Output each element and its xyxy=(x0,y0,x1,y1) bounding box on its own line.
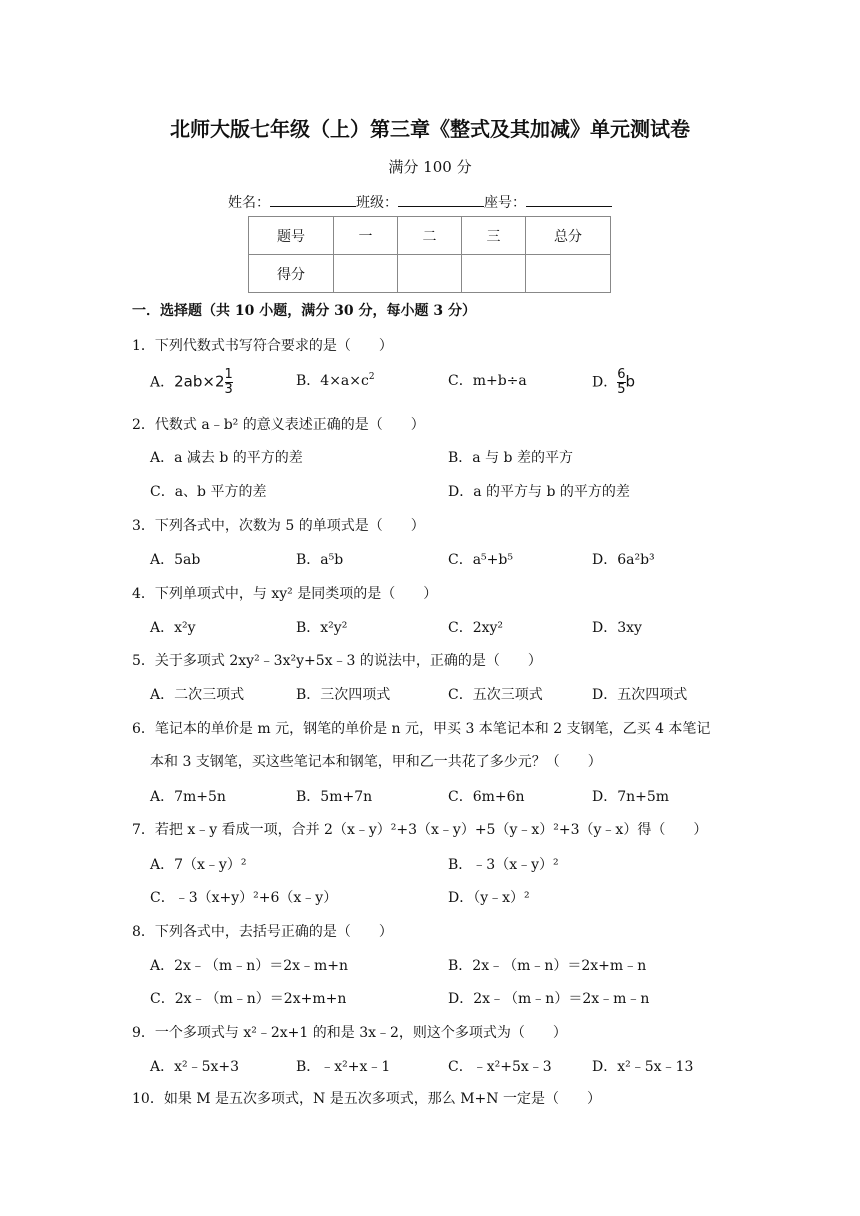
score-cell[interactable] xyxy=(526,255,611,293)
score-table xyxy=(248,216,611,293)
question-7-option-d: D．（y﹣x）² xyxy=(448,890,530,906)
fraction: $\frac{1}{3}$ xyxy=(224,367,233,397)
score-header-cell: 三 xyxy=(462,217,526,255)
question-4-option-b: B．x²y² xyxy=(296,620,348,636)
question-2-option-d: D．a 的平方与 b 的平方的差 xyxy=(448,484,630,500)
class-blank[interactable] xyxy=(398,192,484,207)
score-cell[interactable] xyxy=(334,255,398,293)
score-cell[interactable] xyxy=(398,255,462,293)
question-3-option-b: B．a⁵b xyxy=(296,552,344,568)
question-8-option-b: B．2x﹣（m﹣n）＝2x+m﹣n xyxy=(448,958,647,974)
question-8-stem: 8．下列各式中，去括号正确的是（ ） xyxy=(132,924,393,940)
question-6-option-b: B．5m+7n xyxy=(296,789,373,805)
score-header-cell: 一 xyxy=(334,217,398,255)
score-header-cell: 总分 xyxy=(526,217,611,255)
question-1-option-b: B．$4\times a\times c^2$ xyxy=(296,372,375,389)
question-8-option-d: D．2x﹣（m﹣n）＝2x﹣m﹣n xyxy=(448,991,650,1007)
question-5-option-c: C．五次三项式 xyxy=(448,687,543,703)
fraction: $\frac{6}{5}$ xyxy=(617,367,626,397)
question-3-option-a: A．5ab xyxy=(150,552,201,568)
question-6-option-d: D．7n+5m xyxy=(592,789,670,805)
question-5-option-d: D．五次四项式 xyxy=(592,687,688,703)
seat-label: 座号： xyxy=(484,195,526,211)
question-5-stem: 5．关于多项式 2xy²﹣3x²y+5x﹣3 的说法中，正确的是（ ） xyxy=(132,653,542,669)
class-label: 班级： xyxy=(356,195,398,211)
question-1-option-a: A．2ab×2 $\frac{1}{3}$ xyxy=(150,367,233,397)
question-6-stem-line-1: 6．笔记本的单价是 m 元，钢笔的单价是 n 元，甲买 3 本笔记本和 2 支钢笔，乙买 4 本笔记 xyxy=(132,721,711,737)
question-5-option-b: B．三次四项式 xyxy=(296,687,391,703)
question-7-option-c: C．﹣3（x+y）²+6（x﹣y） xyxy=(150,890,338,906)
score-header-cell: 题号 xyxy=(249,217,334,255)
section-title: 一．选择题（共 10 小题，满分 30 分，每小题 3 分） xyxy=(132,303,476,319)
question-4-stem: 4．下列单项式中，与 xy² 是同类项的是（ ） xyxy=(132,586,438,602)
score-table-row xyxy=(249,255,611,293)
question-3-stem: 3．下列各式中，次数为 5 的单项式是（ ） xyxy=(132,518,425,534)
name-label: 姓名： xyxy=(228,195,270,211)
question-1-option-c: C．m+b÷a xyxy=(448,373,527,389)
score-header-cell: 二 xyxy=(398,217,462,255)
seat-blank[interactable] xyxy=(526,192,612,207)
question-10-stem: 10．如果 M 是五次多项式，N 是五次多项式，那么 M+N 一定是（ ） xyxy=(132,1091,601,1107)
question-8-option-a: A．2x﹣（m﹣n）＝2x﹣m+n xyxy=(150,958,349,974)
question-2-option-b: B．a 与 b 差的平方 xyxy=(448,450,573,466)
question-6-option-c: C．6m+6n xyxy=(448,789,525,805)
question-4-option-c: C．2xy² xyxy=(448,620,504,636)
question-9-option-b: B．﹣x²+x﹣1 xyxy=(296,1059,391,1075)
question-8-option-c: C．2x﹣（m﹣n）＝2x+m+n xyxy=(150,991,347,1007)
question-9-option-d: D．x²﹣5x﹣13 xyxy=(592,1059,694,1075)
question-4-option-a: A．x²y xyxy=(150,620,196,636)
option-a-expression: 2ab×2 xyxy=(174,372,225,391)
question-9-option-c: C．﹣x²+5x﹣3 xyxy=(448,1059,552,1075)
full-score-label: 满分 100 分 xyxy=(388,158,472,176)
question-9-stem: 9．一个多项式与 x²﹣2x+1 的和是 3x﹣2，则这个多项式为（ ） xyxy=(132,1025,567,1041)
question-6-option-a: A．7m+5n xyxy=(150,789,226,805)
question-9-option-a: A．x²﹣5x+3 xyxy=(150,1059,240,1075)
score-row-label: 得分 xyxy=(249,255,334,293)
name-blank[interactable] xyxy=(270,192,356,207)
question-7-option-a: A．7（x﹣y）² xyxy=(150,857,247,873)
question-3-option-d: D．6a²b³ xyxy=(592,552,655,568)
question-1-option-d: D． $\frac{6}{5}$ b xyxy=(592,367,636,397)
question-2-option-a: A．a 减去 b 的平方的差 xyxy=(150,450,303,466)
question-2-option-c: C．a、b 平方的差 xyxy=(150,484,267,500)
question-2-stem: 2．代数式 a﹣b² 的意义表述正确的是（ ） xyxy=(132,417,425,433)
question-5-option-a: A．二次三项式 xyxy=(150,687,245,703)
page-title: 北师大版七年级（上）第三章《整式及其加减》单元测试卷 xyxy=(170,117,690,141)
score-cell[interactable] xyxy=(462,255,526,293)
question-3-option-c: C．a⁵+b⁵ xyxy=(448,552,513,568)
student-info-line xyxy=(228,192,612,212)
question-4-option-d: D．3xy xyxy=(592,620,642,636)
question-7-stem: 7．若把 x﹣y 看成一项，合并 2（x﹣y）²+3（x﹣y）+5（y﹣x）²+3（y﹣x）得（ ） xyxy=(132,822,708,838)
question-1-stem: 1．下列代数式书写符合要求的是（ ） xyxy=(132,338,393,354)
question-7-option-b: B．﹣3（x﹣y）² xyxy=(448,857,559,873)
score-table-header-row xyxy=(249,217,611,255)
question-6-stem-line-2: 本和 3 支钢笔，买这些笔记本和钢笔，甲和乙一共花了多少元？（ ） xyxy=(150,754,602,770)
